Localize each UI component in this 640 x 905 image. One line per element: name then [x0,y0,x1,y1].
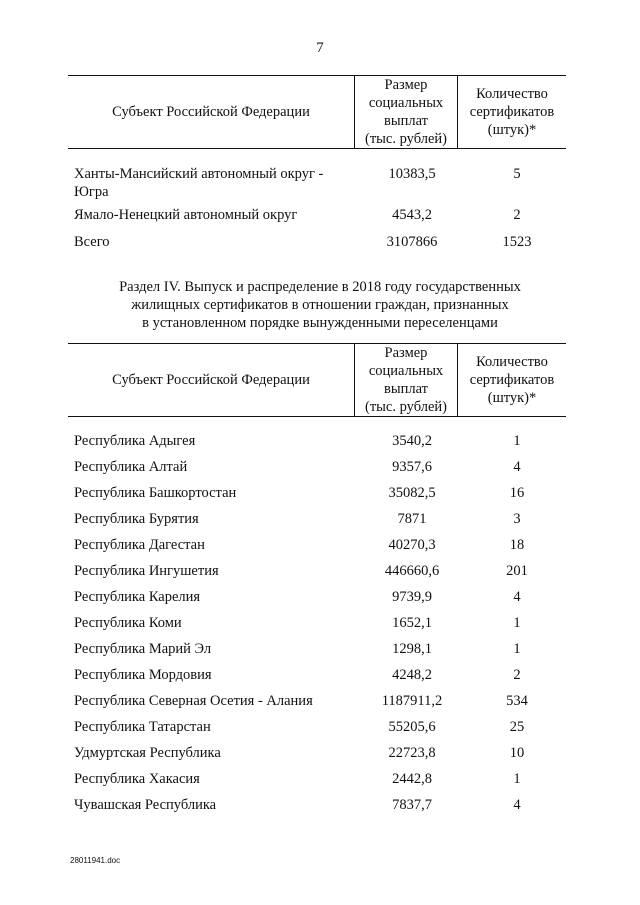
row-subject: Республика Алтай [74,459,188,475]
row-count: 3 [513,511,521,527]
row-subject: Республика Коми [74,615,182,631]
row-subject: Республика Дагестан [74,537,205,553]
row-payment: 9739,9 [392,589,432,605]
table2-header-payments: Размер социальных выплат (тыс. рублей) [365,344,447,415]
row-payment: 7871 [397,511,427,527]
row-count: 2 [513,207,521,223]
row-count: 4 [513,797,521,813]
row-payment: 2442,8 [392,771,432,787]
row-subject: Чувашская Республика [74,797,217,813]
row-subject: Республика Карелия [74,589,201,605]
row-subject: Всего [74,234,110,250]
row-subject: Республика Татарстан [74,719,211,735]
row-subject: Ямало-Ненецкий автономный округ [74,207,298,223]
table2-header-count: Количество сертификатов (штук)* [469,353,555,406]
row-payment: 9357,6 [392,459,432,475]
row-count: 1 [513,641,521,657]
row-payment: 35082,5 [388,485,436,501]
table1-header-payments: Размер социальных выплат (тыс. рублей) [365,76,447,147]
table2-header-bottom-rule [68,416,566,417]
row-payment: 7837,7 [392,797,432,813]
row-payment: 40270,3 [388,537,436,553]
row-count: 1 [513,433,521,449]
row-count: 4 [513,459,521,475]
row-subject: Республика Ингушетия [74,563,219,579]
row-subject: Республика Хакасия [74,771,200,787]
row-subject: Ханты-Мансийский автономный округ - Югра [74,166,324,200]
section-title: Раздел IV. Выпуск и распределение в 2018 году государственных жилищных сертификатов в отношении граждан, признанных в установленном порядке вынужденными переселенцами [119,279,521,331]
row-subject: Республика Бурятия [74,511,199,527]
row-subject: Республика Северная Осетия - Алания [74,693,313,709]
row-count: 4 [513,589,521,605]
row-payment: 1652,1 [392,615,432,631]
table1-header-bottom-rule [68,148,566,149]
row-payment: 3107866 [386,234,438,250]
row-count: 201 [506,563,528,579]
row-count: 1 [513,771,521,787]
row-payment: 446660,6 [384,563,440,579]
table2-header-subject: Субъект Российской Федерации [112,371,310,388]
row-subject: Удмуртская Республика [74,745,221,761]
row-payment: 22723,8 [388,745,436,761]
page-number: 7 [316,40,324,56]
row-subject: Республика Мордовия [74,667,212,683]
row-count: 10 [509,745,525,761]
row-count: 16 [509,485,525,501]
row-count: 5 [513,166,521,182]
footer-filename: 28011941.doc [70,856,121,865]
row-payment: 1187911,2 [381,693,443,709]
row-count: 534 [506,693,528,709]
table1-header-subject: Субъект Российской Федерации [112,103,310,120]
row-count: 1 [513,615,521,631]
row-count: 1523 [502,234,532,250]
row-payment: 10383,5 [388,166,436,182]
row-payment: 4248,2 [392,667,432,683]
row-subject: Республика Башкортостан [74,485,237,501]
row-payment: 55205,6 [388,719,436,735]
row-payment: 4543,2 [392,207,432,223]
table1-header-count: Количество сертификатов (штук)* [469,85,555,138]
row-count: 18 [509,537,525,553]
row-subject: Республика Марий Эл [74,641,212,657]
row-payment: 3540,2 [392,433,432,449]
row-payment: 1298,1 [392,641,432,657]
row-count: 2 [513,667,521,683]
row-subject: Республика Адыгея [74,433,196,449]
row-count: 25 [509,719,525,735]
